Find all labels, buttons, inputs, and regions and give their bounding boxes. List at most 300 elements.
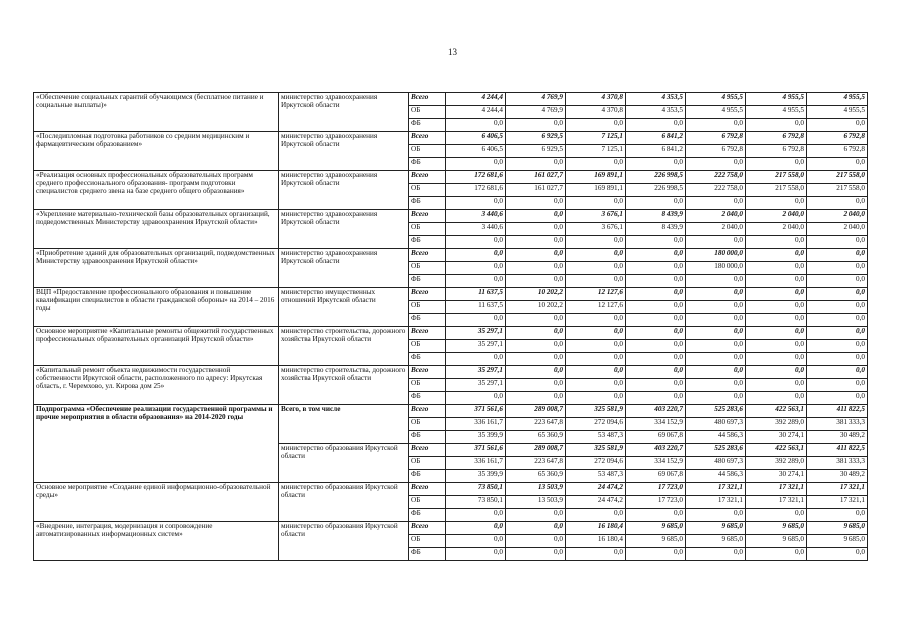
measure-name: Основное мероприятие «Создание единой информационно-образовательной среды» bbox=[34, 483, 279, 522]
amount-cell: 0,0 bbox=[566, 158, 626, 171]
funding-source: Всего bbox=[409, 522, 446, 535]
amount-cell: 0,0 bbox=[746, 119, 807, 132]
amount-cell: 0,0 bbox=[566, 366, 626, 379]
amount-cell: 381 333,3 bbox=[807, 457, 868, 470]
amount-cell: 6 929,5 bbox=[506, 132, 566, 145]
amount-cell: 180 000,0 bbox=[686, 262, 746, 275]
amount-cell: 0,0 bbox=[686, 327, 746, 340]
amount-cell: 9 685,0 bbox=[807, 535, 868, 548]
executor: министерство образования Иркутской области bbox=[279, 522, 409, 561]
amount-cell: 6 792,8 bbox=[686, 132, 746, 145]
amount-cell: 0,0 bbox=[686, 288, 746, 301]
amount-cell: 0,0 bbox=[626, 158, 686, 171]
table-row bbox=[34, 483, 868, 496]
amount-cell: 0,0 bbox=[446, 236, 506, 249]
budget-table bbox=[33, 92, 868, 561]
amount-cell: 0,0 bbox=[686, 509, 746, 522]
amount-cell: 0,0 bbox=[566, 275, 626, 288]
amount-cell: 223 647,8 bbox=[506, 457, 566, 470]
amount-cell: 35 297,1 bbox=[446, 366, 506, 379]
amount-cell: 65 360,9 bbox=[506, 470, 566, 483]
amount-cell: 0,0 bbox=[506, 522, 566, 535]
amount-cell: 2 040,0 bbox=[746, 223, 807, 236]
amount-cell: 0,0 bbox=[746, 366, 807, 379]
table-row bbox=[34, 522, 868, 535]
amount-cell: 73 850,1 bbox=[446, 483, 506, 496]
amount-cell: 9 685,0 bbox=[626, 535, 686, 548]
amount-cell: 7 125,1 bbox=[566, 132, 626, 145]
amount-cell: 9 685,0 bbox=[807, 522, 868, 535]
amount-cell: 0,0 bbox=[446, 353, 506, 366]
amount-cell: 411 822,5 bbox=[807, 444, 868, 457]
amount-cell: 30 274,1 bbox=[746, 431, 807, 444]
amount-cell: 0,0 bbox=[506, 119, 566, 132]
amount-cell: 0,0 bbox=[446, 392, 506, 405]
measure-name: «Обеспечение социальных гарантий обучающимся (бесплатное питание и социальные выплаты)» bbox=[34, 93, 279, 132]
amount-cell: 0,0 bbox=[566, 392, 626, 405]
amount-cell: 381 333,3 bbox=[807, 418, 868, 431]
amount-cell: 0,0 bbox=[626, 197, 686, 210]
funding-source: Всего bbox=[409, 132, 446, 145]
amount-cell: 0,0 bbox=[686, 236, 746, 249]
amount-cell: 161 027,7 bbox=[506, 171, 566, 184]
funding-source: ОБ bbox=[409, 301, 446, 314]
measure-name: «Приобретение зданий для образовательных организаций, подведомственных Министерству здравоохранения Иркутской области» bbox=[34, 249, 279, 288]
amount-cell: 2 040,0 bbox=[807, 223, 868, 236]
amount-cell: 0,0 bbox=[506, 223, 566, 236]
amount-cell: 0,0 bbox=[506, 314, 566, 327]
amount-cell: 223 647,8 bbox=[506, 418, 566, 431]
amount-cell: 169 891,1 bbox=[566, 184, 626, 197]
amount-cell: 525 283,6 bbox=[686, 444, 746, 457]
amount-cell: 0,0 bbox=[506, 327, 566, 340]
amount-cell: 35 399,9 bbox=[446, 431, 506, 444]
amount-cell: 392 289,0 bbox=[746, 457, 807, 470]
amount-cell: 334 152,9 bbox=[626, 418, 686, 431]
amount-cell: 0,0 bbox=[686, 197, 746, 210]
amount-cell: 0,0 bbox=[686, 340, 746, 353]
amount-cell: 0,0 bbox=[807, 366, 868, 379]
amount-cell: 222 758,0 bbox=[686, 184, 746, 197]
amount-cell: 2 040,0 bbox=[746, 210, 807, 223]
amount-cell: 0,0 bbox=[506, 353, 566, 366]
amount-cell: 0,0 bbox=[446, 509, 506, 522]
amount-cell: 0,0 bbox=[686, 119, 746, 132]
amount-cell: 30 274,1 bbox=[746, 470, 807, 483]
amount-cell: 272 094,6 bbox=[566, 418, 626, 431]
amount-cell: 0,0 bbox=[746, 197, 807, 210]
table-row bbox=[34, 327, 868, 340]
amount-cell: 0,0 bbox=[807, 509, 868, 522]
amount-cell: 0,0 bbox=[807, 314, 868, 327]
amount-cell: 0,0 bbox=[746, 262, 807, 275]
page-number: 13 bbox=[448, 47, 457, 57]
amount-cell: 422 563,1 bbox=[746, 405, 807, 418]
amount-cell: 17 723,0 bbox=[626, 496, 686, 509]
executor: министерство образования Иркутской области bbox=[279, 483, 409, 522]
amount-cell: 16 180,4 bbox=[566, 535, 626, 548]
amount-cell: 0,0 bbox=[506, 392, 566, 405]
amount-cell: 172 681,6 bbox=[446, 171, 506, 184]
amount-cell: 403 220,7 bbox=[626, 444, 686, 457]
executor: Всего, в том числе bbox=[279, 405, 409, 444]
amount-cell: 0,0 bbox=[807, 119, 868, 132]
amount-cell: 0,0 bbox=[566, 262, 626, 275]
funding-source: ФБ bbox=[409, 314, 446, 327]
amount-cell: 0,0 bbox=[686, 301, 746, 314]
amount-cell: 0,0 bbox=[506, 548, 566, 561]
amount-cell: 0,0 bbox=[446, 314, 506, 327]
funding-source: ФБ bbox=[409, 509, 446, 522]
amount-cell: 6 841,2 bbox=[626, 132, 686, 145]
amount-cell: 0,0 bbox=[506, 210, 566, 223]
amount-cell: 24 474,2 bbox=[566, 483, 626, 496]
amount-cell: 0,0 bbox=[746, 288, 807, 301]
funding-source: ФБ bbox=[409, 431, 446, 444]
funding-source: Всего bbox=[409, 93, 446, 106]
amount-cell: 6 792,8 bbox=[807, 132, 868, 145]
amount-cell: 0,0 bbox=[626, 353, 686, 366]
table-row bbox=[34, 366, 868, 379]
amount-cell: 0,0 bbox=[807, 392, 868, 405]
executor: министерство строительства, дорожного хозяйства Иркутской области bbox=[279, 366, 409, 405]
amount-cell: 0,0 bbox=[746, 353, 807, 366]
amount-cell: 10 202,2 bbox=[506, 288, 566, 301]
amount-cell: 4 955,5 bbox=[686, 106, 746, 119]
table-row bbox=[34, 405, 868, 418]
amount-cell: 3 676,1 bbox=[566, 210, 626, 223]
amount-cell: 4 244,4 bbox=[446, 93, 506, 106]
amount-cell: 6 792,8 bbox=[807, 145, 868, 158]
funding-source: ОБ bbox=[409, 496, 446, 509]
funding-source: Всего bbox=[409, 210, 446, 223]
amount-cell: 525 283,6 bbox=[686, 405, 746, 418]
amount-cell: 2 040,0 bbox=[686, 223, 746, 236]
amount-cell: 169 891,1 bbox=[566, 171, 626, 184]
measure-name: «Внедрение, интеграция, модернизация и сопровождение автоматизированных информационных систем» bbox=[34, 522, 279, 561]
amount-cell: 226 998,5 bbox=[626, 171, 686, 184]
amount-cell: 0,0 bbox=[566, 327, 626, 340]
funding-source: ОБ bbox=[409, 340, 446, 353]
amount-cell: 0,0 bbox=[446, 275, 506, 288]
funding-source: ОБ bbox=[409, 145, 446, 158]
funding-source: ФБ bbox=[409, 236, 446, 249]
amount-cell: 53 487,3 bbox=[566, 470, 626, 483]
executor: министерство образования Иркутской области bbox=[279, 444, 409, 483]
amount-cell: 0,0 bbox=[626, 379, 686, 392]
amount-cell: 0,0 bbox=[746, 379, 807, 392]
amount-cell: 0,0 bbox=[506, 197, 566, 210]
amount-cell: 30 489,2 bbox=[807, 431, 868, 444]
amount-cell: 0,0 bbox=[626, 249, 686, 262]
amount-cell: 16 180,4 bbox=[566, 522, 626, 535]
funding-source: ФБ bbox=[409, 197, 446, 210]
amount-cell: 325 581,9 bbox=[566, 444, 626, 457]
table-row bbox=[34, 249, 868, 262]
amount-cell: 4 955,5 bbox=[807, 93, 868, 106]
amount-cell: 0,0 bbox=[807, 236, 868, 249]
amount-cell: 0,0 bbox=[506, 340, 566, 353]
amount-cell: 0,0 bbox=[807, 379, 868, 392]
amount-cell: 0,0 bbox=[566, 314, 626, 327]
amount-cell: 17 321,1 bbox=[807, 496, 868, 509]
amount-cell: 0,0 bbox=[746, 301, 807, 314]
amount-cell: 180 000,0 bbox=[686, 249, 746, 262]
amount-cell: 0,0 bbox=[626, 119, 686, 132]
funding-source: Всего bbox=[409, 288, 446, 301]
amount-cell: 0,0 bbox=[626, 301, 686, 314]
amount-cell: 4 769,9 bbox=[506, 93, 566, 106]
amount-cell: 392 289,0 bbox=[746, 418, 807, 431]
measure-name: Основное мероприятие «Капитальные ремонты общежитий государственных профессиональных образовательных организаций Иркутской области» bbox=[34, 327, 279, 366]
amount-cell: 35 399,9 bbox=[446, 470, 506, 483]
funding-source: ОБ bbox=[409, 262, 446, 275]
amount-cell: 0,0 bbox=[506, 275, 566, 288]
amount-cell: 6 406,5 bbox=[446, 132, 506, 145]
amount-cell: 4 955,5 bbox=[746, 106, 807, 119]
amount-cell: 4 244,4 bbox=[446, 106, 506, 119]
amount-cell: 0,0 bbox=[566, 509, 626, 522]
amount-cell: 11 637,5 bbox=[446, 301, 506, 314]
amount-cell: 6 841,2 bbox=[626, 145, 686, 158]
amount-cell: 0,0 bbox=[626, 314, 686, 327]
amount-cell: 0,0 bbox=[626, 366, 686, 379]
amount-cell: 0,0 bbox=[446, 249, 506, 262]
amount-cell: 0,0 bbox=[686, 379, 746, 392]
amount-cell: 0,0 bbox=[807, 249, 868, 262]
amount-cell: 17 321,1 bbox=[746, 496, 807, 509]
amount-cell: 411 822,5 bbox=[807, 405, 868, 418]
amount-cell: 0,0 bbox=[746, 236, 807, 249]
table-row bbox=[34, 288, 868, 301]
measure-name: «Укрепление материально-технической базы образовательных организаций, подведомственных Министерству здравоохранения Иркутской области» bbox=[34, 210, 279, 249]
amount-cell: 13 503,9 bbox=[506, 483, 566, 496]
amount-cell: 336 161,7 bbox=[446, 418, 506, 431]
table-row bbox=[34, 171, 868, 184]
amount-cell: 0,0 bbox=[626, 327, 686, 340]
amount-cell: 0,0 bbox=[686, 353, 746, 366]
amount-cell: 17 321,1 bbox=[746, 483, 807, 496]
amount-cell: 0,0 bbox=[566, 548, 626, 561]
amount-cell: 0,0 bbox=[506, 236, 566, 249]
amount-cell: 217 558,0 bbox=[746, 184, 807, 197]
amount-cell: 3 440,6 bbox=[446, 210, 506, 223]
amount-cell: 4 955,5 bbox=[807, 106, 868, 119]
amount-cell: 4 769,9 bbox=[506, 106, 566, 119]
amount-cell: 44 586,3 bbox=[686, 470, 746, 483]
amount-cell: 0,0 bbox=[807, 197, 868, 210]
amount-cell: 334 152,9 bbox=[626, 457, 686, 470]
amount-cell: 480 697,3 bbox=[686, 457, 746, 470]
amount-cell: 11 637,5 bbox=[446, 288, 506, 301]
amount-cell: 0,0 bbox=[807, 288, 868, 301]
amount-cell: 0,0 bbox=[446, 535, 506, 548]
amount-cell: 0,0 bbox=[626, 548, 686, 561]
measure-name: «Капитальный ремонт объекта недвижимости государственной собственности Иркутской области, расположенного по адресу: Иркутская область, г. Черемхово, ул. Кирова дом 25» bbox=[34, 366, 279, 405]
amount-cell: 0,0 bbox=[807, 340, 868, 353]
amount-cell: 9 685,0 bbox=[686, 535, 746, 548]
amount-cell: 226 998,5 bbox=[626, 184, 686, 197]
amount-cell: 0,0 bbox=[626, 262, 686, 275]
funding-source: ОБ bbox=[409, 106, 446, 119]
amount-cell: 0,0 bbox=[626, 275, 686, 288]
amount-cell: 4 370,8 bbox=[566, 93, 626, 106]
measure-name: «Последипломная подготовка работников со средним медицинским и фармацевтическим образованием» bbox=[34, 132, 279, 171]
amount-cell: 8 439,9 bbox=[626, 223, 686, 236]
funding-source: ОБ bbox=[409, 184, 446, 197]
executor: министерство строительства, дорожного хозяйства Иркутской области bbox=[279, 327, 409, 366]
amount-cell: 4 955,5 bbox=[746, 93, 807, 106]
amount-cell: 0,0 bbox=[746, 340, 807, 353]
amount-cell: 0,0 bbox=[506, 158, 566, 171]
amount-cell: 0,0 bbox=[807, 262, 868, 275]
funding-source: ОБ bbox=[409, 223, 446, 236]
amount-cell: 0,0 bbox=[686, 392, 746, 405]
amount-cell: 0,0 bbox=[746, 548, 807, 561]
amount-cell: 217 558,0 bbox=[807, 171, 868, 184]
amount-cell: 217 558,0 bbox=[807, 184, 868, 197]
amount-cell: 0,0 bbox=[626, 392, 686, 405]
funding-source: Всего bbox=[409, 249, 446, 262]
amount-cell: 0,0 bbox=[566, 197, 626, 210]
amount-cell: 30 489,2 bbox=[807, 470, 868, 483]
amount-cell: 12 127,6 bbox=[566, 301, 626, 314]
amount-cell: 272 094,6 bbox=[566, 457, 626, 470]
amount-cell: 0,0 bbox=[746, 314, 807, 327]
funding-source: ФБ bbox=[409, 392, 446, 405]
amount-cell: 17 723,0 bbox=[626, 483, 686, 496]
amount-cell: 0,0 bbox=[686, 366, 746, 379]
amount-cell: 0,0 bbox=[446, 197, 506, 210]
amount-cell: 0,0 bbox=[506, 509, 566, 522]
amount-cell: 161 027,7 bbox=[506, 184, 566, 197]
amount-cell: 17 321,1 bbox=[807, 483, 868, 496]
amount-cell: 0,0 bbox=[746, 327, 807, 340]
amount-cell: 0,0 bbox=[566, 340, 626, 353]
amount-cell: 35 297,1 bbox=[446, 327, 506, 340]
amount-cell: 17 321,1 bbox=[686, 496, 746, 509]
measure-name: «Реализация основных профессиональных образовательных программ среднего профессионального образования- программ подготовки специалистов среднего звена на базе среднего общего образования» bbox=[34, 171, 279, 210]
amount-cell: 0,0 bbox=[807, 548, 868, 561]
amount-cell: 0,0 bbox=[686, 275, 746, 288]
amount-cell: 0,0 bbox=[506, 366, 566, 379]
amount-cell: 7 125,1 bbox=[566, 145, 626, 158]
amount-cell: 480 697,3 bbox=[686, 418, 746, 431]
amount-cell: 0,0 bbox=[746, 249, 807, 262]
funding-source: ОБ bbox=[409, 379, 446, 392]
amount-cell: 0,0 bbox=[566, 119, 626, 132]
amount-cell: 35 297,1 bbox=[446, 340, 506, 353]
amount-cell: 371 561,6 bbox=[446, 405, 506, 418]
amount-cell: 0,0 bbox=[746, 275, 807, 288]
amount-cell: 12 127,6 bbox=[566, 288, 626, 301]
amount-cell: 65 360,9 bbox=[506, 431, 566, 444]
amount-cell: 336 161,7 bbox=[446, 457, 506, 470]
amount-cell: 6 929,5 bbox=[506, 145, 566, 158]
amount-cell: 9 685,0 bbox=[746, 535, 807, 548]
funding-source: ФБ bbox=[409, 470, 446, 483]
amount-cell: 9 685,0 bbox=[626, 522, 686, 535]
funding-source: ОБ bbox=[409, 535, 446, 548]
funding-source: ОБ bbox=[409, 418, 446, 431]
amount-cell: 9 685,0 bbox=[746, 522, 807, 535]
amount-cell: 73 850,1 bbox=[446, 496, 506, 509]
amount-cell: 4 353,5 bbox=[626, 93, 686, 106]
amount-cell: 0,0 bbox=[446, 548, 506, 561]
funding-source: Всего bbox=[409, 171, 446, 184]
amount-cell: 0,0 bbox=[626, 288, 686, 301]
amount-cell: 0,0 bbox=[807, 327, 868, 340]
amount-cell: 24 474,2 bbox=[566, 496, 626, 509]
amount-cell: 0,0 bbox=[446, 119, 506, 132]
amount-cell: 53 487,3 bbox=[566, 431, 626, 444]
amount-cell: 13 503,9 bbox=[506, 496, 566, 509]
funding-source: ФБ bbox=[409, 119, 446, 132]
amount-cell: 0,0 bbox=[626, 509, 686, 522]
measure-name: ВЦП «Предоставление профессионального образования и повышение квалификации специалистов в области гражданской обороны» на 2014 – 2016 годы bbox=[34, 288, 279, 327]
funding-source: ФБ bbox=[409, 548, 446, 561]
amount-cell: 17 321,1 bbox=[686, 483, 746, 496]
amount-cell: 6 792,8 bbox=[746, 145, 807, 158]
amount-cell: 0,0 bbox=[506, 262, 566, 275]
amount-cell: 69 067,8 bbox=[626, 431, 686, 444]
funding-source: ФБ bbox=[409, 353, 446, 366]
amount-cell: 6 792,8 bbox=[746, 132, 807, 145]
amount-cell: 35 297,1 bbox=[446, 379, 506, 392]
funding-source: Всего bbox=[409, 405, 446, 418]
amount-cell: 0,0 bbox=[807, 158, 868, 171]
amount-cell: 6 406,5 bbox=[446, 145, 506, 158]
amount-cell: 0,0 bbox=[446, 262, 506, 275]
executor: министерство имущественных отношений Иркутской области bbox=[279, 288, 409, 327]
amount-cell: 0,0 bbox=[506, 249, 566, 262]
amount-cell: 403 220,7 bbox=[626, 405, 686, 418]
amount-cell: 0,0 bbox=[626, 340, 686, 353]
funding-source: ФБ bbox=[409, 275, 446, 288]
table-row bbox=[34, 210, 868, 223]
amount-cell: 0,0 bbox=[746, 392, 807, 405]
amount-cell: 0,0 bbox=[566, 249, 626, 262]
amount-cell: 4 955,5 bbox=[686, 93, 746, 106]
amount-cell: 0,0 bbox=[566, 236, 626, 249]
amount-cell: 0,0 bbox=[566, 353, 626, 366]
amount-cell: 289 008,7 bbox=[506, 405, 566, 418]
amount-cell: 69 067,8 bbox=[626, 470, 686, 483]
measure-name: Подпрограмма «Обеспечение реализации государственной программы и прочие мероприятия в области образования» на 2014-2020 годы bbox=[34, 405, 279, 483]
amount-cell: 3 676,1 bbox=[566, 223, 626, 236]
funding-source: Всего bbox=[409, 366, 446, 379]
executor: министерство здравоохранения Иркутской области bbox=[279, 249, 409, 288]
amount-cell: 222 758,0 bbox=[686, 171, 746, 184]
amount-cell: 2 040,0 bbox=[807, 210, 868, 223]
funding-source: Всего bbox=[409, 327, 446, 340]
amount-cell: 371 561,6 bbox=[446, 444, 506, 457]
amount-cell: 0,0 bbox=[626, 236, 686, 249]
amount-cell: 10 202,2 bbox=[506, 301, 566, 314]
executor: министерство здравоохранения Иркутской области bbox=[279, 210, 409, 249]
amount-cell: 0,0 bbox=[506, 535, 566, 548]
table-row bbox=[34, 132, 868, 145]
amount-cell: 0,0 bbox=[746, 509, 807, 522]
amount-cell: 0,0 bbox=[446, 158, 506, 171]
amount-cell: 0,0 bbox=[686, 548, 746, 561]
amount-cell: 0,0 bbox=[446, 522, 506, 535]
amount-cell: 0,0 bbox=[686, 158, 746, 171]
amount-cell: 217 558,0 bbox=[746, 171, 807, 184]
amount-cell: 4 370,8 bbox=[566, 106, 626, 119]
amount-cell: 9 685,0 bbox=[686, 522, 746, 535]
executor: министерство здравоохранения Иркутской области bbox=[279, 132, 409, 171]
